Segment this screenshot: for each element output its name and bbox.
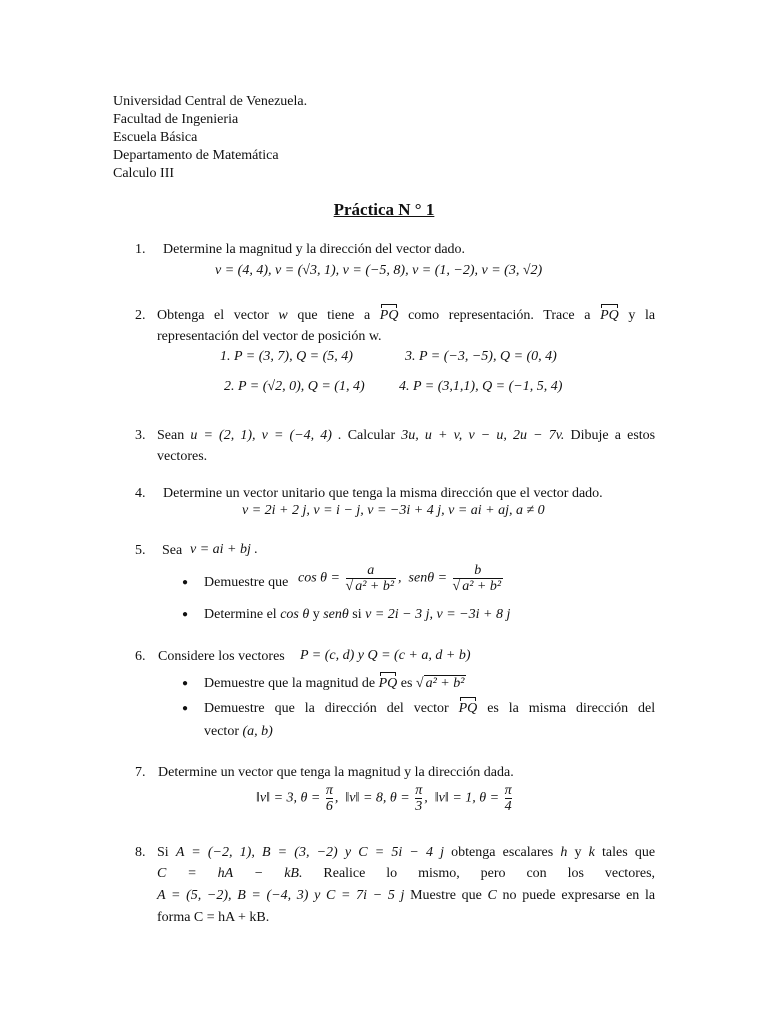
header-course: Calculo III [113, 166, 175, 181]
header-faculty: Facultad de Ingenieria [113, 112, 239, 127]
vector-pq: PQ [379, 308, 399, 323]
vector-pq: PQ [378, 676, 398, 691]
problem-7-number: 7. [135, 765, 146, 780]
problem-8-number: 8. [135, 845, 146, 860]
problem-8-line-2: C = hA − kB. Realice lo mismo, pero con los vectores, [157, 866, 656, 881]
page-title: Práctica N ° 1 [333, 200, 435, 219]
vector-pq: PQ [600, 308, 619, 323]
bullet-icon: ● [182, 703, 189, 714]
problem-6-equation: P = (c, d) y Q = (c + a, d + b) [300, 648, 471, 663]
problem-5-cos-formula: cos θ = $\frac{a}{\text{√ a² + b²}}$ , senθ = $\frac{b}{\text{√ a² + b²}}$ [298, 563, 502, 594]
problem-8-line-1: Si A = (−2, 1), B = (3, −2) y C = 5i − 4 j obtenga escalares h y k tales que [157, 845, 656, 860]
bullet-icon: ● [182, 609, 189, 620]
problem-4-text: Determine un vector unitario que tenga la misma dirección que el vector dado. [163, 486, 603, 501]
problem-6-text: Considere los vectores [158, 649, 285, 664]
problem-7-equations: ‖v‖ = 3, θ = $\frac{\pi}{6}$ , ‖v‖ = 8, θ = $\frac{\pi}{3}$ , ‖v‖ = 1, θ = $\frac{\pi}{4}$ [256, 783, 512, 814]
header-school: Escuela Básica [113, 130, 198, 145]
vector-pq: PQ [458, 701, 478, 716]
problem-8-line-3: A = (5, −2), B = (−4, 3) y C = 7i − 5 j Muestre que C no puede expresarse en la [157, 888, 656, 903]
header-university: Universidad Central de Venezuela. [113, 94, 308, 109]
problem-1-number: 1. [135, 242, 146, 257]
problem-6-bullet-2-line-2: vector (a, b) [204, 724, 273, 739]
problem-2-number: 2. [135, 308, 146, 323]
document-header [113, 93, 307, 183]
problem-6-number: 6. [135, 649, 146, 664]
problem-6-bullet-1: Demuestre que la magnitud de PQ es √ a² + b² [204, 676, 465, 691]
problem-4-number: 4. [135, 486, 146, 501]
bullet-icon: ● [182, 678, 189, 689]
problem-3-line-2: vectores. [157, 449, 208, 464]
problem-3-number: 3. [135, 428, 146, 443]
problem-6-bullet-2-line-1: Demuestre que la dirección del vector PQ es la misma dirección del [204, 701, 656, 716]
problem-5-bullet-1-text: Demuestre que [204, 575, 289, 590]
problem-2-line-2: representación del vector de posición w. [157, 329, 382, 344]
header-department: Departamento de Matemática [113, 148, 279, 163]
problem-7-text: Determine un vector que tenga la magnitud y la dirección dada. [158, 765, 514, 780]
problem-1-equation: v = (4, 4), v = (√3, 1), v = (−5, 8), v = (1, −2), v = (3, √2) [215, 263, 543, 278]
problem-8-line-4: forma C = hA + kB. [157, 910, 270, 925]
problem-2-case-2: 2. P = (√2, 0), Q = (1, 4) [224, 379, 365, 394]
problem-3-line-1: Sean u = (2, 1), v = (−4, 4) . Calcular 3u, u + v, v − u, 2u − 7v. Dibuje a estos [157, 428, 656, 443]
bullet-icon: ● [182, 577, 189, 588]
problem-5-text: Sea [162, 543, 183, 558]
problem-2-case-1: 1. P = (3, 7), Q = (5, 4) [220, 349, 353, 364]
problem-5-number: 5. [135, 543, 146, 558]
problem-2-case-3: 3. P = (−3, −5), Q = (0, 4) [405, 349, 557, 364]
problem-1-text: Determine la magnitud y la dirección del vector dado. [163, 242, 466, 257]
problem-4-equation: v = 2i + 2 j, v = i − j, v = −3i + 4 j, v = ai + aj, a ≠ 0 [242, 503, 545, 518]
problem-5-equation: v = ai + bj . [190, 542, 258, 557]
problem-2-line-1: Obtenga el vector w que tiene a PQ como representación. Trace a PQ y la [157, 308, 656, 323]
problem-5-bullet-2: Determine el cos θ y senθ si v = 2i − 3 j, v = −3i + 8 j [204, 607, 511, 622]
problem-2-case-4: 4. P = (3,1,1), Q = (−1, 5, 4) [399, 379, 563, 394]
